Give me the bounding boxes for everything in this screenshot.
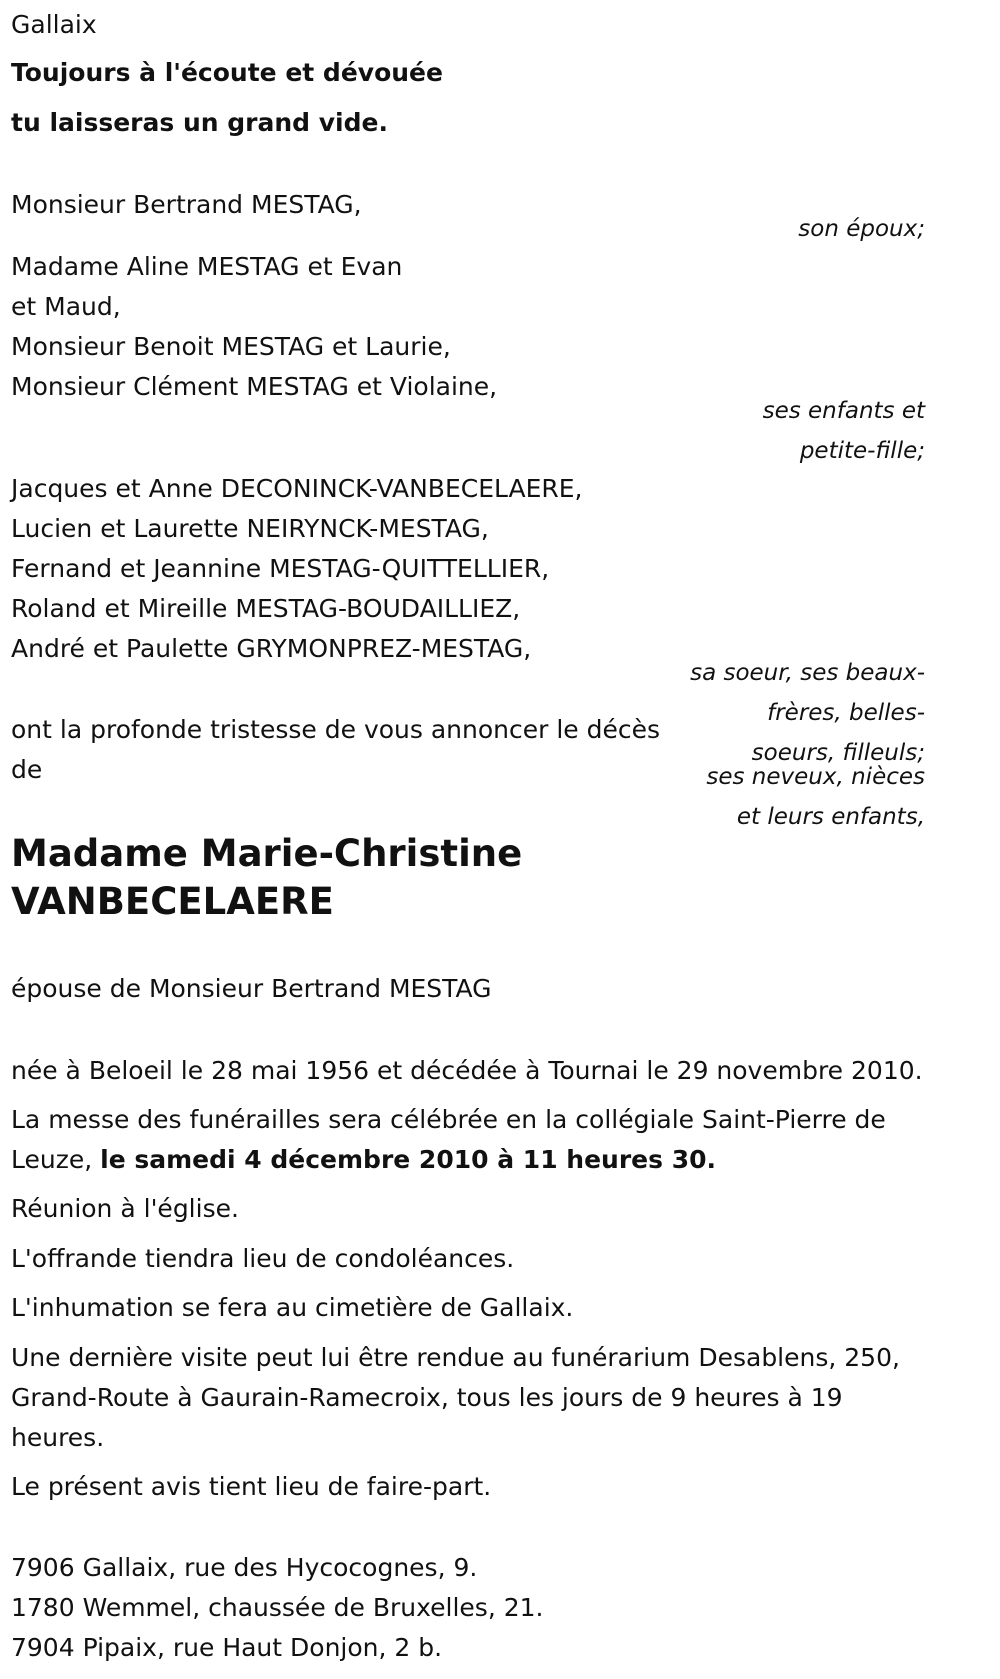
verse-line-2: tu laisseras un grand vide.	[11, 108, 388, 137]
birth-death: née à Beloeil le 28 mai 1956 et décédée à Tournai le 29 novembre 2010.	[11, 1056, 923, 1085]
spouse-role: son époux;	[798, 216, 925, 242]
burial-info: L'inhumation se fera au cimetière de Gallaix.	[11, 1293, 574, 1322]
verse-line-1: Toujours à l'écoute et dévouée	[11, 58, 443, 87]
announcement-intro-line-2: de	[11, 755, 43, 784]
siblings-role-line: frères, belles-	[767, 700, 925, 726]
sibling-line: Jacques et Anne DECONINCK-VANBECELAERE,	[11, 474, 583, 503]
child-line: Monsieur Benoit MESTAG et Laurie,	[11, 332, 451, 361]
siblings-role-line: soeurs, filleuls;	[751, 740, 925, 766]
child-line: et Maud,	[11, 292, 121, 321]
visit-line-3: heures.	[11, 1423, 105, 1452]
mass-place: Leuze,	[11, 1145, 101, 1174]
visit-line-2: Grand-Route à Gaurain-Ramecroix, tous les jours de 9 heures à 19	[11, 1383, 843, 1412]
spouse-name: Monsieur Bertrand MESTAG,	[11, 190, 362, 219]
nephews-role-line: et leurs enfants,	[736, 804, 925, 830]
visit-line-1: Une dernière visite peut lui être rendue au funérarium Desablens, 250,	[11, 1343, 900, 1372]
child-line: Madame Aline MESTAG et Evan	[11, 252, 403, 281]
announcement-intro-line-1: ont la profonde tristesse de vous annoncer le décès	[11, 715, 661, 744]
siblings-role-line: sa soeur, ses beaux-	[690, 660, 925, 686]
deceased-name-line-1: Madame Marie-Christine	[11, 832, 523, 875]
sibling-line: André et Paulette GRYMONPREZ-MESTAG,	[11, 634, 532, 663]
address-line: 7904 Pipaix, rue Haut Donjon, 2 b.	[11, 1633, 443, 1662]
notice: Le présent avis tient lieu de faire-part.	[11, 1472, 492, 1501]
meeting-info: Réunion à l'église.	[11, 1194, 239, 1223]
mass-line-1: La messe des funérailles sera célébrée en la collégiale Saint-Pierre de	[11, 1105, 886, 1134]
deceased-name-line-2: VANBECELAERE	[11, 880, 334, 923]
sibling-line: Roland et Mireille MESTAG-BOUDAILLIEZ,	[11, 594, 521, 623]
mass-date-time: le samedi 4 décembre 2010 à 11 heures 30.	[100, 1145, 716, 1174]
mass-line-2	[11, 1141, 716, 1179]
offering-info: L'offrande tiendra lieu de condoléances.	[11, 1244, 515, 1273]
children-role-line-2: petite-fille;	[799, 438, 925, 464]
child-line: Monsieur Clément MESTAG et Violaine,	[11, 372, 498, 401]
place-heading: Gallaix	[11, 10, 97, 39]
sibling-line: Fernand et Jeannine MESTAG-QUITTELLIER,	[11, 554, 550, 583]
address-line: 7906 Gallaix, rue des Hycocognes, 9.	[11, 1553, 478, 1582]
sibling-line: Lucien et Laurette NEIRYNCK-MESTAG,	[11, 514, 489, 543]
children-role-line-1: ses enfants et	[762, 398, 925, 424]
nephews-role-line: ses neveux, nièces	[706, 764, 925, 790]
spouse-of: épouse de Monsieur Bertrand MESTAG	[11, 974, 492, 1003]
address-line: 1780 Wemmel, chaussée de Bruxelles, 21.	[11, 1593, 544, 1622]
